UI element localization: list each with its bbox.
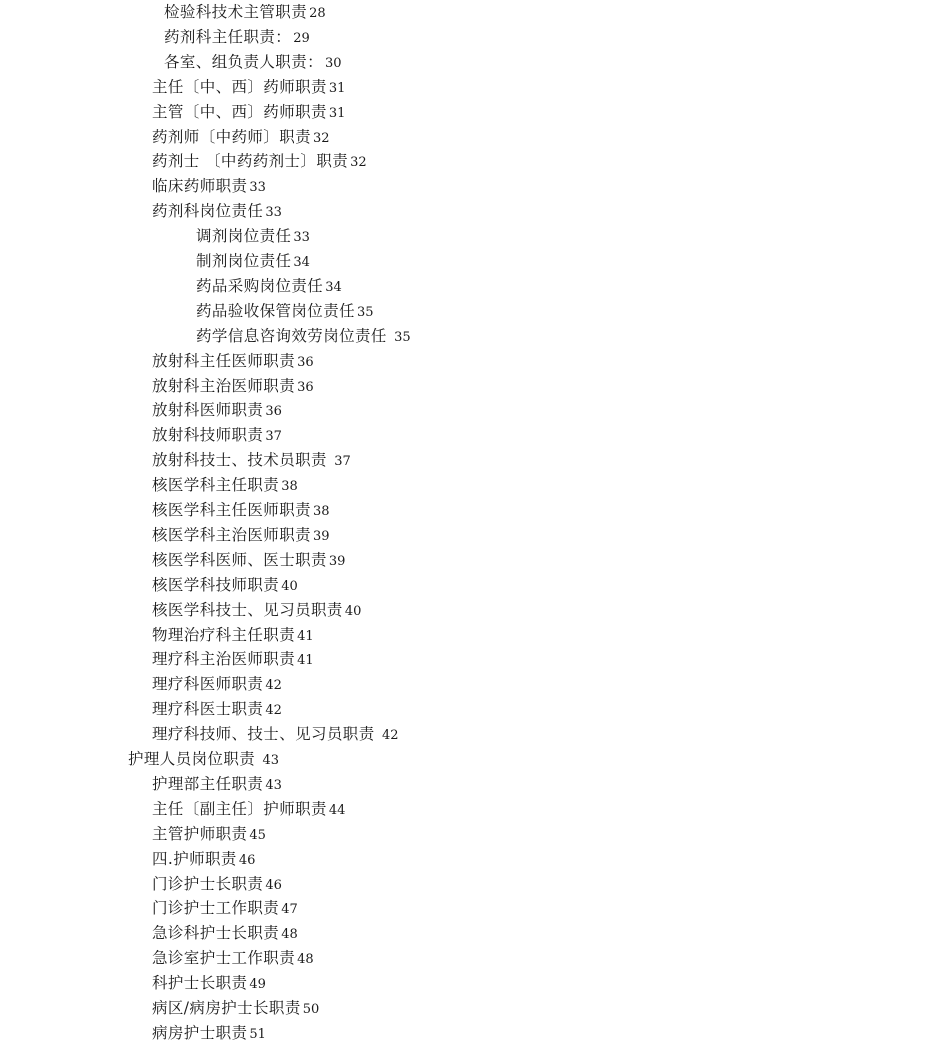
toc-entry-title: 护理部主任职责 — [152, 774, 264, 793]
toc-entry[interactable] — [152, 449, 351, 473]
toc-entry-page-number: 36 — [265, 404, 282, 420]
toc-entry-title: 核医学科医师、医士职责 — [152, 550, 327, 569]
toc-entry-page-number: 28 — [309, 6, 326, 21]
toc-entry-page-number: 43 — [262, 753, 280, 768]
toc-entry-title: 核医学科主任职责 — [152, 476, 280, 495]
toc-entry-page-number: 38 — [313, 504, 330, 519]
toc-entry-title: 制剂岗位责任 — [196, 252, 292, 270]
toc-entry[interactable] — [152, 200, 282, 224]
toc-entry-page-number: 34 — [293, 255, 310, 270]
toc-entry[interactable] — [152, 1022, 266, 1046]
toc-entry[interactable] — [152, 972, 266, 996]
toc-entry[interactable] — [152, 175, 266, 199]
toc-entry-title: 检验科技术主管职责 — [164, 3, 308, 21]
toc-entry-page-number: 31 — [328, 80, 346, 96]
toc-entry-page-number: 38 — [281, 479, 298, 495]
toc-entry[interactable] — [152, 350, 314, 374]
toc-entry[interactable] — [152, 375, 314, 399]
toc-entry-title: 临床药师职责 — [152, 177, 248, 196]
toc-entry-title: 理疗科主治医师职责 — [152, 650, 296, 669]
toc-entry-page-number: 44 — [328, 802, 346, 818]
toc-entry-page-number: 46 — [265, 877, 282, 893]
toc-entry[interactable] — [152, 947, 314, 971]
toc-entry-page-number: 35 — [357, 304, 374, 320]
toc-entry-title: 急诊室护士工作职责 — [152, 949, 296, 968]
toc-entry[interactable] — [152, 723, 398, 747]
toc-entry-title: 护理人员岗位职责 — [128, 750, 261, 768]
toc-entry[interactable] — [152, 798, 345, 822]
toc-entry-title: 核医学科技师职责 — [152, 575, 280, 594]
toc-entry[interactable] — [152, 624, 314, 648]
toc-entry-page-number: 43 — [265, 777, 282, 793]
toc-entry-page-number: 37 — [334, 454, 351, 470]
toc-entry-page-number: 51 — [249, 1026, 266, 1042]
toc-entry-title: 理疗科技师、技士、见习员职责 — [152, 725, 380, 744]
toc-entry-title: 核医学科主任医师职责 — [152, 501, 312, 519]
toc-entry-title: 病房护士职责 — [152, 1023, 248, 1042]
toc-entry-title: 放射科技士、技术员职责 — [152, 451, 333, 470]
toc-entry[interactable] — [152, 101, 345, 125]
toc-entry-page-number: 41 — [297, 653, 314, 669]
toc-entry[interactable] — [152, 673, 282, 697]
toc-entry-title: 门诊护士长职责 — [152, 874, 264, 893]
toc-entry-page-number: 45 — [249, 827, 266, 843]
toc-entry-page-number: 29 — [293, 30, 310, 46]
toc-entry-page-number: 34 — [325, 279, 342, 295]
toc-entry[interactable] — [164, 26, 310, 50]
toc-entry-title: 主管〔中、西〕药师职责 — [152, 102, 327, 121]
toc-entry-title: 科护士长职责 — [152, 974, 248, 993]
toc-entry-title: 各室、组负责人职责： — [164, 52, 324, 71]
toc-entry-page-number: 48 — [297, 952, 314, 968]
toc-entry-title: 物理治疗科主任职责 — [152, 625, 296, 644]
toc-entry[interactable] — [152, 922, 298, 946]
toc-entry[interactable] — [152, 574, 298, 598]
toc-entry-page-number: 32 — [313, 130, 330, 146]
toc-entry[interactable] — [152, 499, 330, 523]
toc-entry[interactable] — [152, 599, 361, 623]
toc-entry[interactable] — [152, 150, 367, 174]
toc-entry[interactable] — [152, 698, 282, 722]
toc-entry-title: 门诊护士工作职责 — [152, 899, 280, 918]
toc-entry-title: 药剂科岗位责任 — [152, 202, 264, 221]
toc-entry[interactable] — [164, 51, 342, 75]
toc-entry[interactable] — [152, 648, 314, 672]
toc-entry-title: 药品采购岗位责任 — [196, 276, 324, 295]
toc-entry-page-number: 32 — [350, 155, 367, 171]
toc-entry[interactable] — [152, 76, 345, 100]
toc-entry-title: 急诊科护士长职责 — [152, 924, 280, 943]
toc-entry-title: 病区/病房护士长职责 — [152, 999, 301, 1017]
toc-entry-page-number: 33 — [265, 205, 282, 221]
toc-entry[interactable] — [152, 524, 330, 548]
toc-entry[interactable] — [152, 474, 298, 498]
toc-entry-page-number: 46 — [238, 852, 256, 868]
toc-entry-title: 主管护师职责 — [152, 824, 248, 843]
toc-entry-title: 药剂士 〔中药药剂士〕职责 — [152, 152, 349, 171]
toc-entry-page-number: 41 — [297, 628, 314, 644]
toc-entry[interactable] — [152, 424, 282, 448]
toc-entry[interactable] — [128, 748, 279, 772]
toc-entry-title: 理疗科医士职责 — [152, 700, 264, 719]
toc-entry-title: 理疗科医师职责 — [152, 675, 264, 694]
toc-entry-title: 核医学科技士、见习员职责 — [152, 600, 343, 619]
toc-entry[interactable] — [152, 848, 255, 872]
toc-entry[interactable] — [152, 773, 282, 797]
toc-entry-page-number: 31 — [328, 105, 346, 121]
toc-entry[interactable] — [152, 399, 282, 423]
toc-entry-page-number: 47 — [281, 902, 298, 918]
toc-entry[interactable] — [152, 997, 319, 1021]
toc-entry-page-number: 48 — [281, 927, 298, 943]
toc-entry[interactable] — [196, 300, 374, 324]
toc-entry-page-number: 40 — [344, 603, 362, 619]
toc-entry-title: 放射科医师职责 — [152, 401, 264, 420]
toc-entry-page-number: 42 — [265, 703, 282, 719]
toc-entry-page-number: 39 — [328, 553, 346, 569]
toc-entry-page-number: 40 — [281, 578, 298, 594]
toc-entry[interactable] — [152, 897, 298, 921]
toc-entry[interactable] — [196, 225, 310, 249]
toc-entry-page-number: 49 — [249, 977, 266, 993]
toc-entry-title: 药剂师〔中药师〕职责 — [152, 127, 312, 146]
toc-entry-title: 药剂科主任职责： — [164, 27, 292, 46]
toc-entry-title: 调剂岗位责任 — [196, 227, 292, 246]
toc-entry-page-number: 33 — [293, 230, 310, 246]
toc-entry-page-number: 42 — [265, 678, 282, 694]
toc-entry-title: 药品验收保管岗位责任 — [196, 301, 356, 320]
toc-entry-page-number: 36 — [297, 379, 314, 395]
toc-entry-page-number: 36 — [297, 354, 314, 370]
toc-entry[interactable] — [152, 873, 282, 897]
toc-entry-title: 放射科主任医师职责 — [152, 351, 296, 370]
toc-entry-title: 药学信息咨询效劳岗位责任 — [196, 326, 393, 345]
toc-entry[interactable] — [164, 1, 326, 25]
toc-entry[interactable] — [152, 823, 266, 847]
toc-entry-page-number: 42 — [381, 728, 399, 744]
toc-entry-page-number: 30 — [325, 55, 342, 71]
toc-entry-page-number: 35 — [394, 329, 411, 345]
toc-entry-page-number: 39 — [313, 528, 330, 544]
toc-entry[interactable] — [152, 549, 345, 573]
toc-entry-page-number: 33 — [249, 180, 266, 196]
toc-entry[interactable] — [196, 325, 411, 349]
toc-entry[interactable] — [196, 250, 310, 274]
toc-entry-title: 主任〔中、西〕药师职责 — [152, 77, 327, 96]
toc-entry-title: 核医学科主治医师职责 — [152, 525, 312, 544]
toc-entry-title: 四.护师职责 — [152, 849, 237, 868]
toc-entry-page-number: 37 — [265, 429, 282, 445]
toc-entry[interactable] — [196, 275, 342, 299]
toc-entry-title: 放射科技师职责 — [152, 426, 264, 445]
toc-entry-page-number: 50 — [302, 1002, 320, 1017]
toc-entry-title: 主任〔副主任〕护师职责 — [152, 799, 327, 818]
toc-entry[interactable] — [152, 126, 330, 150]
toc-entry-title: 放射科主治医师职责 — [152, 376, 296, 395]
